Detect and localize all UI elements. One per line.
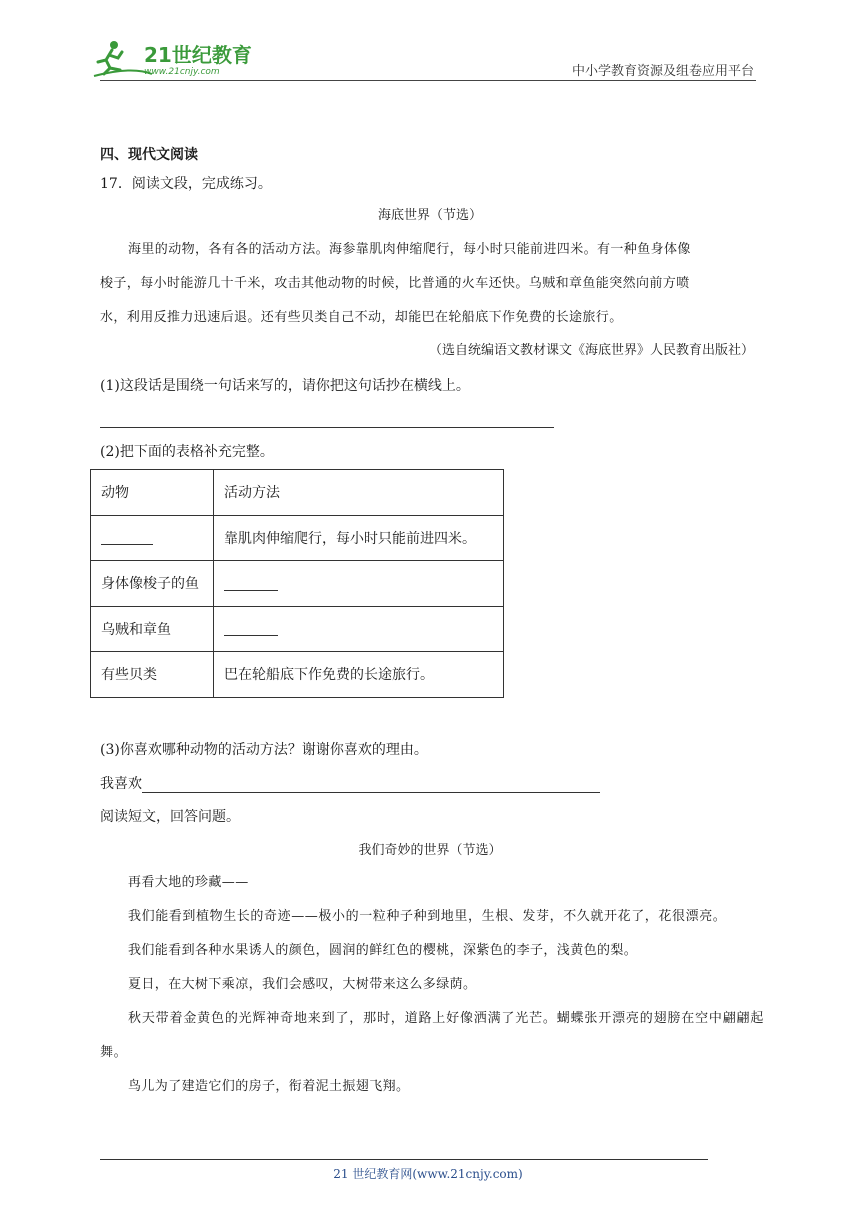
q18-prompt: 阅读短文，回答问题。 [100, 809, 240, 825]
table-row [91, 652, 504, 698]
footer-divider [100, 1159, 708, 1160]
table-cell: 有些贝类 [91, 652, 214, 698]
section-title: 四、现代文阅读 [100, 147, 198, 163]
passage-line: 梭子，每小时能游几十千米，攻击其他动物的时候，比普通的火车还快。乌贼和章鱼能突然向前方喷 [100, 276, 690, 291]
paragraph: 再看大地的珍藏—— [128, 875, 249, 890]
paragraph: 秋天带着金黄色的光辉神奇地来到了，那时，道路上好像洒满了光芒。蝴蝶张开漂亮的翅膀在空中翩翩起舞。 [100, 1011, 764, 1060]
table-header-row [91, 470, 504, 516]
sub-question-1: (1)这段话是围绕一句话来写的，请你把这句话抄在横线上。 [100, 378, 470, 394]
footer-text[interactable]: 21 世纪教育网(www.21cnjy.com) [333, 1167, 523, 1181]
table-header-cell: 活动方法 [214, 470, 504, 516]
sub-question-3: (3)你喜欢哪种动物的活动方法？谢谢你喜欢的理由。 [100, 742, 428, 758]
q17-prompt: 17．阅读文段，完成练习。 [100, 176, 272, 192]
table-blank-cell[interactable] [214, 561, 504, 607]
animal-table [90, 469, 504, 698]
paragraph: 我们能看到植物生长的奇迹——极小的一粒种子种到地里，生根、发芽，不久就开花了，花很漂亮。 [128, 909, 727, 924]
logo-text: 21世纪教育 [144, 43, 252, 67]
passage-title-1: 海底世界（节选） [377, 208, 482, 223]
answer-line-1[interactable] [100, 427, 554, 428]
sub-question-2: (2)把下面的表格补充完整。 [100, 444, 274, 460]
runner-logo-icon [92, 36, 262, 80]
passage-2 [100, 866, 764, 1104]
table-blank-cell[interactable] [91, 515, 214, 561]
answer-prefix: 我喜欢 [100, 776, 142, 792]
platform-name: 中小学教育资源及组卷应用平台 [571, 64, 754, 79]
paragraph: 鸟儿为了建造它们的房子，衔着泥土振翅飞翔。 [128, 1079, 410, 1094]
table-row [91, 515, 504, 561]
table-row [91, 561, 504, 607]
passage-1 [100, 233, 760, 335]
table-row [91, 606, 504, 652]
table-cell: 靠肌肉伸缩爬行，每小时只能前进四米。 [214, 515, 504, 561]
answer-line-3[interactable] [142, 792, 600, 793]
table-cell: 身体像梭子的鱼 [91, 561, 214, 607]
paragraph: 夏日，在大树下乘凉，我们会感叹，大树带来这么多绿荫。 [128, 977, 477, 992]
table-cell: 巴在轮船底下作免费的长途旅行。 [214, 652, 504, 698]
passage-line: 海里的动物，各有各的活动方法。海参靠肌肉伸缩爬行，每小时只能前进四米。有一种鱼身体像 [128, 242, 691, 257]
logo-url: www.21cnjy.com [144, 67, 220, 77]
passage-title-2: 我们奇妙的世界（节选） [358, 843, 502, 858]
passage-line: 水，利用反推力迅速后退。还有些贝类自己不动，却能巴在轮船底下作免费的长途旅行。 [100, 310, 623, 325]
paragraph: 我们能看到各种水果诱人的颜色，圆润的鲜红色的樱桃，深紫色的李子，浅黄色的梨。 [128, 943, 638, 958]
header-divider [100, 80, 756, 81]
table-blank-cell[interactable] [214, 606, 504, 652]
site-logo [92, 36, 262, 80]
table-header-cell: 动物 [91, 470, 214, 516]
passage-source: （选自统编语文教材课文《海底世界》人民教育出版社） [428, 343, 754, 358]
table-cell: 乌贼和章鱼 [91, 606, 214, 652]
